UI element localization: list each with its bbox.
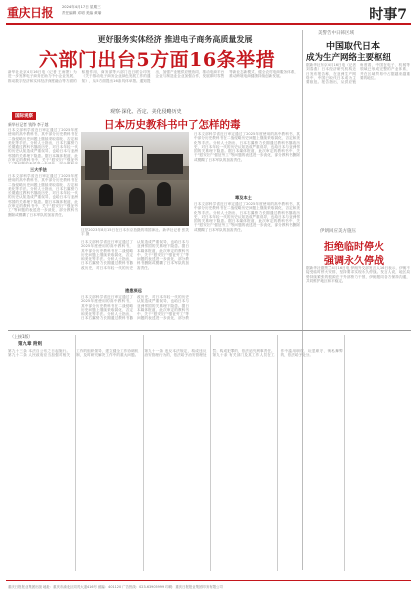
feature-body-left-2: 日本文部科学省近日审定通过了2025年度使用的高中教科书，其中部分历史教科书在二战侵略历史问题上继续采取弱化、否定和美化等手法。分析人士指出，日本右翼势力长期通过教科书篡改历史，对日本年轻一代的历史认知造成严重误导，也给日本与亚洲邻国的关系埋下隐患。据日本媒体报道，此次审定的教科书中，关于“慰安妇”“强征劳工”等问题的表述进一步淡化，部分教科书删除或模糊了日本军队的加害责任。 (8, 174, 78, 217)
law-title: 第九章 附则 (18, 342, 43, 347)
law-column-rule (210, 335, 211, 571)
lead-kicker: 更好服务实体经济 推进电子商务高质量发展 (97, 35, 253, 44)
feature-subhead-1: 三大手法 (30, 167, 47, 172)
section-rule (8, 330, 411, 331)
law-column-rule (75, 335, 76, 571)
date-line: 2024年4月17日 星期三 (62, 5, 101, 9)
feature-body-mid: 日本文部科学省近日审定通过了2025年度使用的高中教科书，其中部分历史教科书在二战侵略历史问题上继续采取弱化、否定和美化等手法。分析人士指出，日本右翼势力长期通过教科书篡改历史，对日本年轻一代的历史认知造成严重误导，也给日本与亚洲邻国的关系埋下隐患。据日本媒体报道，此次审定的教科书中，关于“慰安妇”“强征劳工”等问题的表述进一步淡化，部分教科书删除或模糊了日本军队的加害责任。 (81, 240, 189, 270)
masthead-logo: 重庆日报 (7, 6, 54, 20)
right-top-body: 据新华社东京4月16日电（记者 刘春燕）日本经济研究机构近日发布报告称，在亚洲生产网络中，中国已取代日本成为主要枢纽。报告指出，从供应链角度看，中国在电子、机械等领域已形成完整的产业体系，并在区域贸易中占据越来越重要的地位。 (306, 63, 410, 85)
byline-tag: 国际观察 (12, 112, 36, 120)
footer-rule (6, 580, 411, 581)
right-mid-body: 据新华社德黑兰4月16日电 伊朗外交部发言人16日表示，伊朗不接受临时停火安排，坚持要求实现永久停战。发言人说，地区局势持续紧张的根源在于外部势力干预，伊朗愿同各方保持沟通，共同维护地区和平稳定。 (306, 266, 410, 283)
feature-subhead-2: 毒及本土 (235, 195, 252, 200)
feature-body-left: 日本文部科学省近日审定通过了2025年度使用的高中教科书，其中部分历史教科书在二战侵略历史问题上继续采取弱化、否定和美化等手法。分析人士指出，日本右翼势力长期通过教科书篡改历史，对日本年轻一代的历史认知造成严重误导，也给日本与亚洲邻国的关系埋下隐患。据日本媒体报道，此次审定的教科书中，关于“慰安妇”“强征劳 (8, 128, 78, 163)
page-number: 7 (397, 7, 407, 23)
right-mid-headline-1: 拒绝临时停火 (324, 242, 384, 253)
editor-line: 责任编辑 邓明 美编 黄瑜 (62, 11, 102, 15)
law-label: （上接1版） (10, 334, 33, 339)
law-column-rule (143, 335, 144, 571)
feature-body-mid-2: 日本文部科学省近日审定通过了2025年度使用的高中教科书，其中部分历史教科书在二战侵略历史问题上继续采取弱化、否定和美化等手法。分析人士指出，日本右翼势力长期通过教科书篡改历史，对日本年轻一代的历史认知造成严重误导，也给日本与亚洲邻国的关系埋下隐患。据日本媒体报道，此次审定的教科书中，关于“慰安妇”“强征劳工”等问题的表述进一步淡化，部分教 (81, 295, 189, 321)
lead-headline: 六部门出台5方面16条举措 (38, 49, 276, 71)
right-mid-headline-2: 强调永久停战 (324, 256, 384, 267)
byline: 新华社记者 钱铮 李子越 (8, 122, 49, 127)
photo-caption: 这是2023年8月15日在日本东京拍摄的靖国神社。新华社记者 张笑宇 摄 (81, 228, 189, 237)
section-title (369, 4, 407, 24)
lead-body: 新华社北京4月16日电（记者 王雨萧）为进一步发挥电子商务在助力中小企业发展、推动数字经济和实体经济深度融合等方面的积极作用，商务部等六部门近日联合印发《关于推动电子商务企业绿色发展工作的通知》，从5方面提出16条具体举措。通知提出，加强产业链供应链协同，推动电商平台企业与制造业企业加强合作，发展即时零售等新业态新模式，健全农村电商服务体系，推动跨境电商健康持续创新发展。 (8, 70, 298, 83)
feature-subhead-3: 遗患深远 (125, 288, 142, 293)
right-top-kicker: 美警告中日韩区域 (318, 31, 354, 36)
law-column-rule (277, 335, 278, 571)
feature-photo (81, 132, 189, 226)
feature-headline: 日本历史教科书中了怎样的毒 (104, 119, 241, 131)
right-top-headline-1: 中国取代日本 (326, 42, 381, 52)
section-label: 时事 (369, 7, 398, 23)
footer-text: 重庆日报报业集团出版 地址：重庆市渝北区同茂大道416号 邮编：401120 广告热线：023-63905999 印刷：重庆日报报业集团印务有限公司 (8, 585, 223, 589)
right-top-headline-2: 成为生产网络主要枢纽 (306, 53, 392, 63)
masthead (0, 0, 417, 28)
right-mid-kicker: 伊朗回应美方施压 (320, 229, 356, 234)
law-body: 第九十三条 本法自公布之日起施行。第九十二条 人民政府应当加强对相关工作的组织领导，建立健全工作协调机制，及时研究解决工作中的重大问题。第九十一条 违反本法规定，构成违反治安管理行为的，依法给予治安管理处罚；构成犯罪的，依法追究刑事责任。第九十条 有关部门及其工作人员在工作中滥用职权、玩忽职守、徇私舞弊的，依法给予处分。 (8, 349, 343, 358)
feature-body-right: 日本文部科学省近日审定通过了2025年度使用的高中教科书，其中部分历史教科书在二战侵略历史问题上继续采取弱化、否定和美化等手法。分析人士指出，日本右翼势力长期通过教科书篡改历史，对日本年轻一代的历史认知造成严重误导，也给日本与亚洲邻国的关系埋下隐患。据日本媒体报道，此次审定的教科书中，关于“慰安妇”“强征劳工”等问题的表述进一步淡化，部分教科书删除或模糊了日本军队的加害责任。 (194, 132, 300, 162)
feature-kicker: 观察·深化、否定、美化侵略历史 (110, 109, 182, 115)
masthead-rule (6, 23, 411, 25)
law-column-rule (344, 335, 345, 571)
feature-body-right-2: 日本文部科学省近日审定通过了2025年度使用的高中教科书，其中部分历史教科书在二战侵略历史问题上继续采取弱化、否定和美化等手法。分析人士指出，日本右翼势力长期通过教科书篡改历史，对日本年轻一代的历史认知造成严重误导，也给日本与亚洲邻国的关系埋下隐患。据日本媒体报道，此次审定的教科书中，关于“慰安妇”“强征劳工”等问题的表述进一步淡化，部分教科书删除或模糊了日本军队的加害责任。 (194, 202, 300, 232)
